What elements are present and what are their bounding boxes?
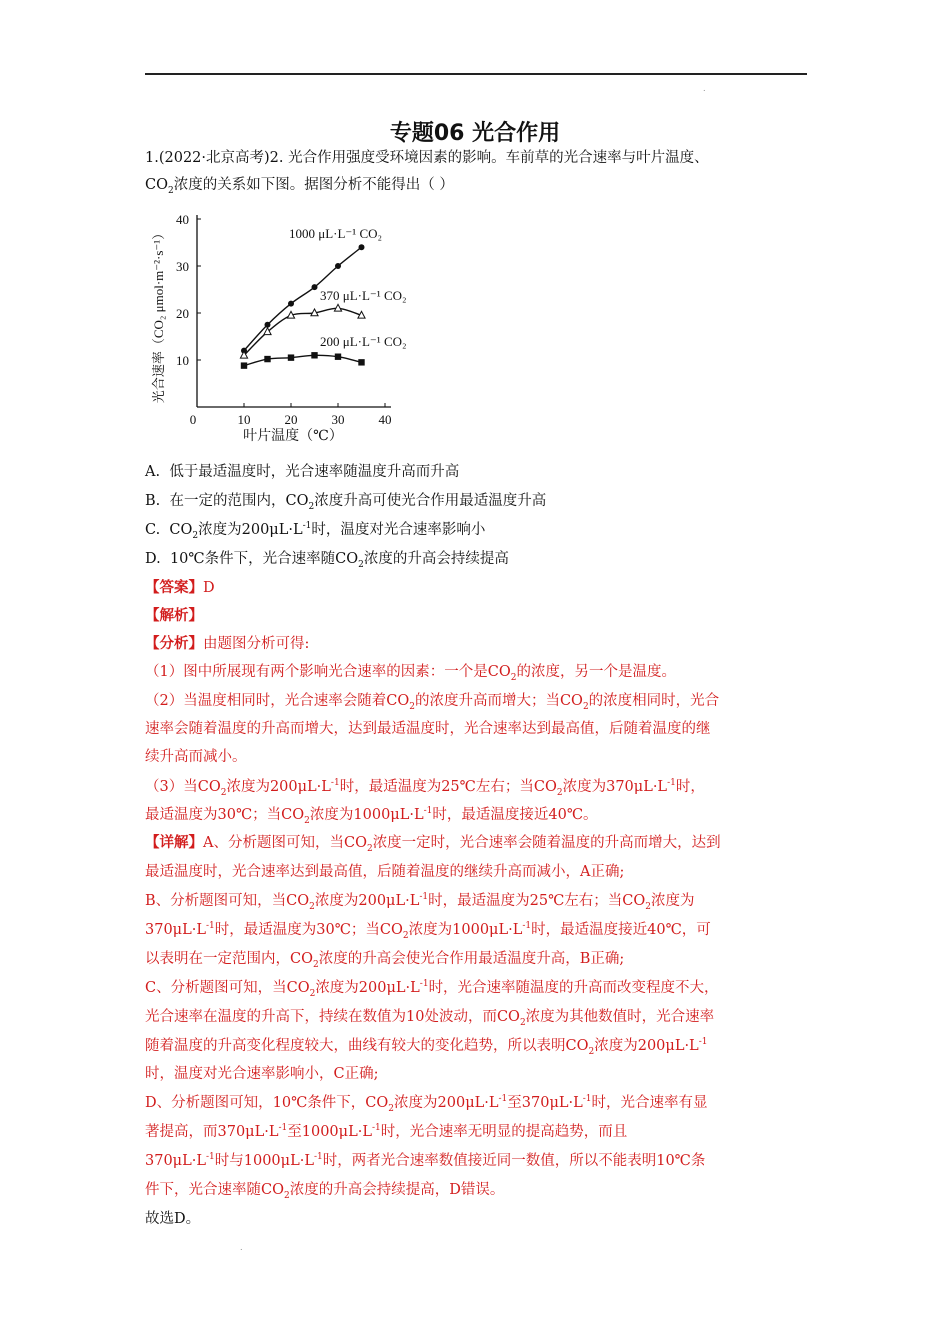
x-tick-label: 20 [284, 412, 298, 427]
option-b: B. 在一定的范围内，$CO_2$浓度升高可使光合作用最适温度升高 [145, 493, 547, 512]
detail-line-8: 随着温度的升高变化程度较大，曲线有较大的变化趋势，所以表明$CO_2$浓度为$200\mu L\cdot L^{-1}$ [145, 1037, 708, 1057]
analysis-p3-line1: （3）当$CO_2$浓度为$200\mu L\cdot L^{-1}$时，最适温度为25℃左右；当$CO_2$浓度为$370\mu L\cdot L^{-1}$时， [145, 778, 705, 798]
question-line-2: $CO_2$浓度的关系如下图。据图分析不能得出（ ） [145, 177, 454, 196]
detail-line-13: 件下，光合速率随$CO_2$浓度的升高会持续提高，D错误。 [145, 1182, 505, 1201]
detail-line-10: D、分析题图可知，10℃条件下，$CO_2$浓度为$200\mu L\cdot L^{-1}$至$370\mu L\cdot L^{-1}$时，光合速率有显 [145, 1094, 708, 1114]
decorative-dot: . [703, 84, 706, 93]
data-point [288, 354, 294, 360]
detail-line-4: $370\mu L\cdot L^{-1}$时，最适温度为30℃；当$CO_2$浓度为$1000\mu L\cdot L^{-1}$时，最适温度接近40℃，可 [145, 921, 711, 941]
x-tick-label: 10 [237, 412, 251, 427]
detail-line-6: C、分析题图可知，当$CO_2$浓度为$200\mu L\cdot L^{-1}$时，光合速率随温度的升高而改变程度不大， [145, 979, 719, 999]
y-axis-label: 光合速率（CO₂ μmol·m⁻²·s⁻¹） [151, 226, 166, 404]
option-a: A. 低于最适温度时，光合速率随温度升高而升高 [145, 464, 460, 480]
option-d: D. 10℃条件下，光合速率随$CO_2$浓度的升高会持续提高 [145, 551, 509, 570]
data-point [311, 352, 317, 358]
detail-line-1: 【详解】A、分析题图可知，当$CO_2$浓度一定时，光合速率会随着温度的升高而增大，达到 [145, 834, 721, 854]
x-tick-label: 0 [189, 412, 197, 427]
x-axis-label: 叶片温度（℃） [243, 429, 343, 444]
page-title: 专题06 光合作用 [389, 121, 561, 146]
data-point [335, 263, 341, 269]
data-point [335, 354, 341, 360]
data-point [241, 362, 247, 368]
chart-axes [197, 215, 391, 407]
analysis-p2-line1: （2）当温度相同时，光合速率会随着$CO_2$的浓度升高而增大；当$CO_2$的浓度相同时，光合 [145, 693, 720, 712]
photosynthesis-chart [145, 202, 425, 452]
detail-line-3: B、分析题图可知，当$CO_2$浓度为$200\mu L\cdot L^{-1}$时，最适温度为25℃左右；当$CO_2$浓度为 [145, 892, 695, 912]
detail-line-7: 光合速率在温度的升高下，持续在数值为10处波动，而$CO_2$浓度为其他数值时，光合速率 [145, 1009, 715, 1028]
analysis-p2-line2: 速率会随着温度的升高而增大，达到最适温度时，光合速率达到最高值，后随着温度的继 [145, 721, 711, 737]
y-tick-label: 40 [176, 212, 189, 227]
detail-line-12: $370\mu L\cdot L^{-1}$时与$1000\mu L\cdot L^{-1}$时，两者光合速率数值接近同一数值，所以不能表明10℃条 [145, 1152, 706, 1169]
chart-series [240, 244, 365, 369]
detail-line-9: 时，温度对光合速率影响小，C正确; [145, 1066, 379, 1082]
x-tick-label: 30 [331, 412, 345, 427]
question-line-1: 1.(2022·北京高考)2. 光合作用强度受环境因素的影响。车前草的光合速率与叶片温度、 [145, 150, 709, 166]
analysis-p1: （1）图中所展现有两个影响光合速率的因素：一个是$CO_2$的浓度，另一个是温度。 [145, 664, 676, 683]
answer-line: 【答案】D [145, 579, 215, 596]
detail-line-11: 著提高，而$370\mu L\cdot L^{-1}$至$1000\mu L\cdot L^{-1}$时，光合速率无明显的提高趋势，而且 [145, 1123, 628, 1140]
data-point [359, 244, 365, 250]
detail-line-2: 最适温度时，光合速率达到最高值，后随着温度的继续升高而减小，A正确; [145, 864, 625, 880]
analysis-p2-line3: 续升高而减小。 [145, 749, 247, 765]
series-label-200: 200 μL·L⁻¹ CO₂ [320, 334, 407, 349]
series-label-1000: 1000 μL·L⁻¹ CO₂ [289, 226, 383, 241]
analysis-p3-line2: 最适温度为30℃；当$CO_2$浓度为$1000\mu L\cdot L^{-1}$时，最适温度接近40℃。 [145, 806, 598, 826]
y-tick-label: 10 [176, 353, 189, 368]
y-tick-label: 20 [176, 306, 189, 321]
series-label-370: 370 μL·L⁻¹ CO₂ [320, 288, 407, 303]
decorative-dot: . [240, 1243, 243, 1252]
jiexi-line: 【解析】 [145, 607, 203, 624]
conclusion-line: 故选D。 [145, 1211, 201, 1227]
option-c: C. $CO_2$浓度为$200\mu L\cdot L^{-1}$时，温度对光合速率影响小 [145, 521, 486, 541]
series-line-2 [244, 355, 362, 365]
fenxi-line: 【分析】由题图分析可得: [145, 635, 310, 652]
y-tick-label: 30 [176, 259, 189, 274]
detail-line-5: 以表明在一定范围内，$CO_2$浓度的升高会使光合作用最适温度升高，B正确; [145, 951, 625, 970]
data-point [288, 301, 294, 307]
x-tick-label: 40 [378, 412, 392, 427]
data-point [312, 284, 318, 290]
header-rule [145, 73, 807, 75]
data-point [264, 356, 270, 362]
data-point [358, 359, 364, 365]
